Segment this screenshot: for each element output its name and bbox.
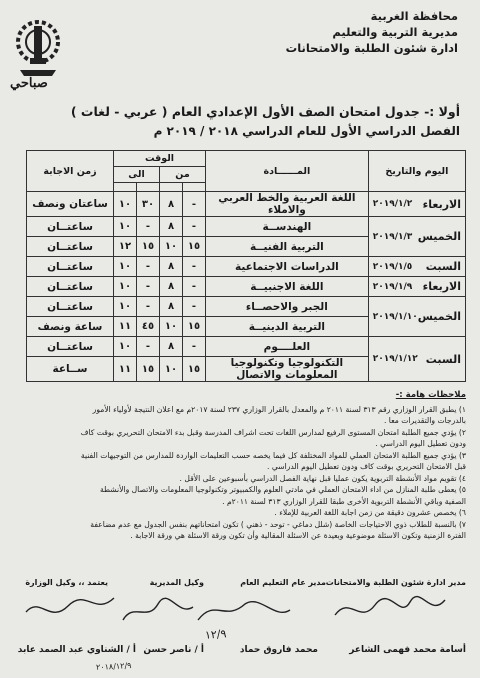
from-minutes-cell: - (183, 297, 206, 317)
table-header-row (27, 151, 466, 167)
sig-title-ministry-deputy: يعتمد ،، وكيل الوزارة (25, 578, 108, 587)
to-minutes-cell: - (137, 337, 160, 357)
from-minutes-cell: ١٥ (183, 357, 206, 382)
to-minutes-cell: - (137, 217, 160, 237)
sig-name-ministry-deputy: أ / الشناوي عبد الصمد عابد (17, 645, 136, 655)
note-line: الفترة الزمنية وتكون الاسئلة موضوعية وبعيدة عن الاسئلة المقالية وأن تكون ورقة الاسئلة هي ورقة الاجابة . (130, 531, 466, 540)
table-row (27, 192, 466, 217)
from-hour-cell: ٨ (160, 277, 183, 297)
document-subtitle: الفصل الدراسي الأول للعام الدراسي ٢٠١٨ / ٢٠١٩ م (153, 124, 460, 138)
header-day-date: اليوم والتاريخ (368, 151, 465, 192)
note-line: ٥) يعطى طلبة المنازل من اداء الامتحان العملي في مادتي العلوم والكمبيوتر وتكنولوجيا المعلومات والاتصال والأنشطة (99, 485, 466, 494)
duration-cell: ساعتــان (27, 297, 114, 317)
exam-date: ٢٠١٩/١/٥ (372, 261, 413, 272)
letterhead (286, 8, 458, 56)
table-row (27, 257, 466, 277)
header-to: الى (114, 167, 160, 183)
from-hour-cell: ٨ (160, 257, 183, 277)
duration-cell: ساعتان ونصف (27, 192, 114, 217)
note-line: بالدرجات والتقديرات معا . (383, 416, 466, 425)
table-row (27, 277, 466, 297)
header-from: من (160, 167, 206, 183)
duration-cell: ساعتــان (27, 217, 114, 237)
subject-cell: التربية الفنيــة (206, 237, 369, 257)
sig-title-student-affairs: مدير ادارة شئون الطلبة والامتحانات (325, 578, 466, 587)
sig-title-directorate-deputy: وكيل المديرية (149, 578, 204, 587)
schedule-table-wrapper (26, 150, 466, 382)
to-hour-cell: ١٠ (114, 192, 137, 217)
to-minutes-cell: ١٥ (137, 237, 160, 257)
day-date-cell (368, 217, 465, 257)
subject-cell: الجبر والاحصــاء (206, 297, 369, 317)
to-hour-cell: ١١ (114, 317, 137, 337)
signed-date: ٢٠١٨/١٢/٩ (95, 661, 132, 672)
exam-date: ٢٠١٩/١/١٠ (372, 311, 418, 322)
note-line: ودون تعطيل اليوم الدراسي . (375, 439, 466, 448)
from-minutes-cell: - (183, 217, 206, 237)
from-hour-cell: ١٠ (160, 317, 183, 337)
header-duration: زمن الاجابة (27, 151, 114, 192)
from-minutes-cell: - (183, 337, 206, 357)
subject-cell: التكنولوجيا وتكنولوجيا المعلومات والاتصال (206, 357, 369, 382)
to-minutes-cell: - (137, 277, 160, 297)
to-hour-cell: ١٠ (114, 257, 137, 277)
exam-date: ٢٠١٩/١/٩ (372, 281, 413, 292)
from-minutes-cell: ١٥ (183, 317, 206, 337)
schedule-table (26, 150, 466, 382)
signature-mark (20, 590, 120, 630)
duration-cell: ساعتــان (27, 237, 114, 257)
from-hour-cell: ٨ (160, 192, 183, 217)
duration-cell: ساعتــان (27, 277, 114, 297)
note-line: قبل الامتحان التحريري بوقت كاف ودون تعطيل اليوم الدراسي . (267, 462, 466, 471)
day-name: السبت (425, 352, 461, 366)
directorate-line: مديرية التربية والتعليم (332, 25, 458, 39)
subject-cell: الهندســة (206, 217, 369, 237)
day-date-cell (368, 257, 465, 277)
subject-cell: اللغة الاجنبيــة (206, 277, 369, 297)
handwritten-date: ١٢/٩ (204, 627, 227, 642)
from-hour-cell: ٨ (160, 337, 183, 357)
day-name: الاربعاء (422, 280, 461, 293)
governorate-line: محافظة الغربية (370, 9, 458, 23)
signature-mark (190, 590, 300, 630)
to-hour-cell: ١٢ (114, 237, 137, 257)
day-name: الخميس (417, 310, 461, 323)
note-line: ٢) يؤدي جميع الطلبة امتحان المستوى الرفيع لمدارس اللغات تحت اشراف المدرسة وقبل بدء الامتحان التحريري بوقت كاف (80, 427, 466, 437)
from-minutes-cell: - (183, 277, 206, 297)
note-line: ٧) بالنسبة للطلاب ذوي الاحتياجات الخاصة (شلل دماغي - توحد - ذهني ) تكون امتحاناتهم بنفس الجدول مع عدم مضاعفة (90, 519, 466, 529)
exam-date: ٢٠١٩/١/٣ (372, 231, 413, 242)
note-line: ٦) يخصص عشرون دقيقة من زمن اجابة اللغة العربية للإملاء . (274, 508, 466, 517)
sig-title-general-education: مدير عام التعليم العام (240, 578, 326, 587)
day-date-cell (368, 192, 465, 217)
day-date-cell (368, 337, 465, 382)
header-subject: المــــــادة (206, 151, 369, 192)
to-hour-cell: ١٠ (114, 297, 137, 317)
subject-cell: التربية الدينيــة (206, 317, 369, 337)
table-row (27, 297, 466, 317)
from-hour-cell: ١٠ (160, 237, 183, 257)
header-time: الوقت (114, 151, 206, 167)
day-date-cell (368, 297, 465, 337)
note-line: ١) يطبق القرار الوزاري رقم ٣١٣ لسنة ٢٠١١ م والمعدل بالقرار الوزاري ٢٣٧ لسنة ٢٠١٧م مع اعلان النتيجة لأولياء الأمور (92, 404, 466, 414)
to-minutes-cell: - (137, 257, 160, 277)
department-line: ادارة شئون الطلبة والامتحانات (285, 41, 458, 55)
subject-cell: اللغة العربية والخط العربي والاملاء (206, 192, 369, 217)
subject-cell: الدراسات الاجتماعية (206, 257, 369, 277)
from-minutes-cell: ١٥ (183, 237, 206, 257)
signature-mark (330, 590, 450, 630)
to-minutes-cell: - (137, 297, 160, 317)
document-title: أولا :- جدول امتحان الصف الأول الإعدادي العام ( عربي - لغات ) (70, 104, 460, 119)
from-hour-cell: ٨ (160, 217, 183, 237)
sig-name-directorate-deputy: أ / ناصر حسن (143, 645, 204, 655)
important-notes (14, 390, 466, 542)
to-minutes-cell: ١٥ (137, 357, 160, 382)
day-date-cell (368, 277, 465, 297)
to-minutes-cell: ٣٠ (137, 192, 160, 217)
to-minutes-cell: ٤٥ (137, 317, 160, 337)
duration-cell: ساعتــان (27, 337, 114, 357)
exam-date: ٢٠١٩/١/٢ (372, 199, 413, 209)
from-hour-cell: ١٠ (160, 357, 183, 382)
duration-cell: ســاعة (27, 357, 114, 382)
day-name: السبت (425, 260, 461, 273)
sig-name-student-affairs: أسامة محمد فهمى الشاعر (349, 645, 466, 655)
exam-date: ٢٠١٩/١/١٢ (372, 354, 418, 364)
day-name: الاربعاء (422, 197, 461, 211)
note-line: ٤) تقويم مواد الأنشطة التربوية يكون عمليا قبل نهاية الفصل الدراسي بأسبوعين على الأقل . (179, 473, 466, 483)
from-hour-cell: ٨ (160, 297, 183, 317)
duration-cell: ساعة ونصف (27, 317, 114, 337)
signature-mark (118, 592, 198, 632)
note-line: ٣) يؤدي جميع الطلبة الامتحان العملي للمواد المختلفة كل فيما يخصه حسب التعليمات الواردة للمدارس من التوجيهات الفنية (80, 450, 466, 460)
to-hour-cell: ١٠ (114, 337, 137, 357)
logo-wordmark: صباحي (10, 76, 48, 91)
day-name: الخميس (417, 230, 461, 243)
sig-name-general-education: محمد فاروق حماد (239, 645, 318, 655)
to-hour-cell: ١٠ (114, 277, 137, 297)
subject-cell: العلــــوم (206, 337, 369, 357)
notes-heading: ملاحظات هامة :- (395, 390, 466, 400)
duration-cell: ساعتــان (27, 257, 114, 277)
table-row (27, 217, 466, 237)
table-row (27, 337, 466, 357)
from-minutes-cell: - (183, 257, 206, 277)
from-minutes-cell: - (183, 192, 206, 217)
to-hour-cell: ١١ (114, 357, 137, 382)
note-line: الصفية وباقي الأنشطة التربوية الأخرى طبقا للقرار الوزاري ٣١٣ لسنة ٢٠١١م . (222, 496, 466, 506)
to-hour-cell: ١٠ (114, 217, 137, 237)
